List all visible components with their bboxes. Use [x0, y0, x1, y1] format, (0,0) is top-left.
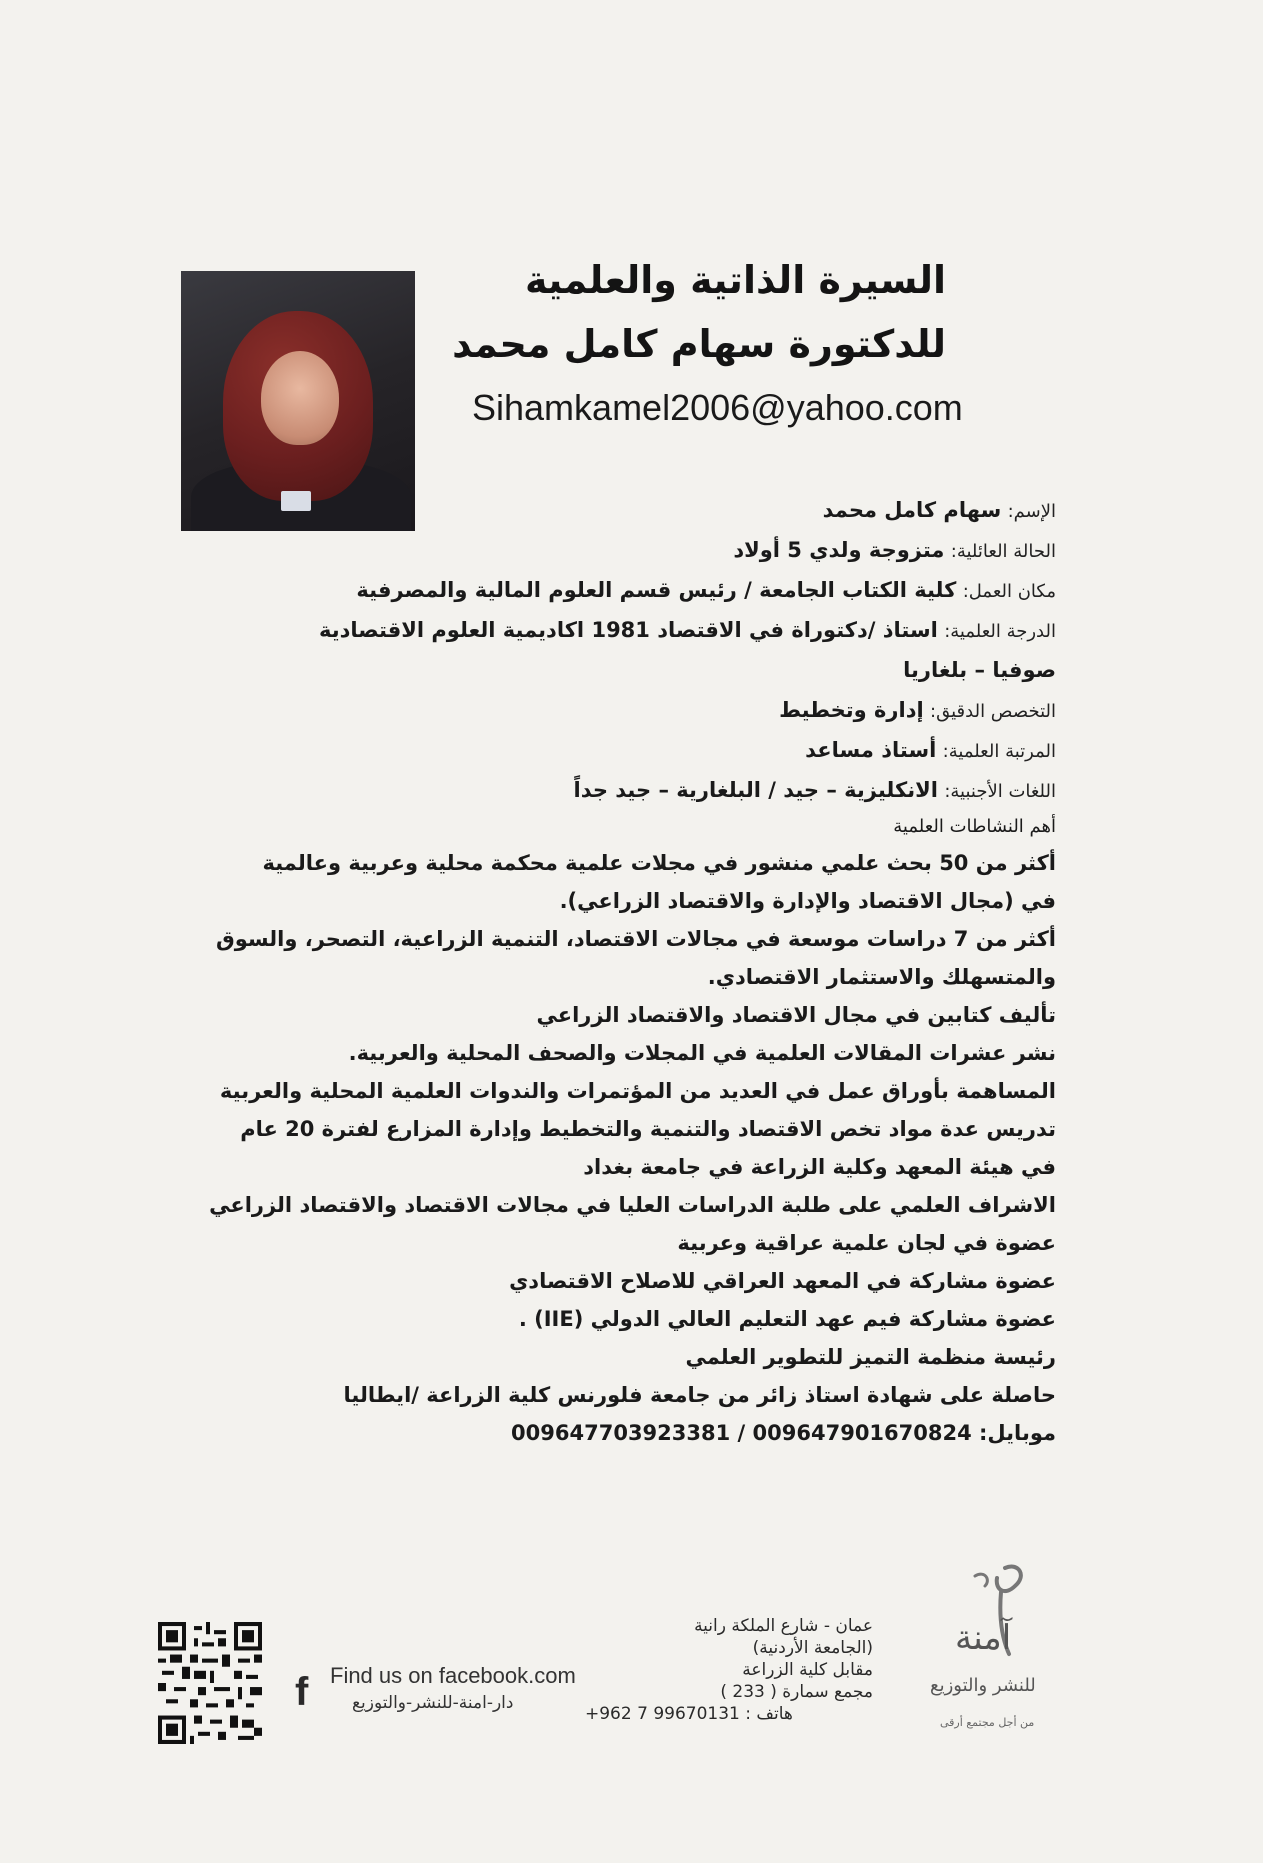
languages-value: الانكليزية – جيد / البلغارية – جيد جداً [573, 778, 938, 802]
languages-row [176, 770, 1056, 810]
publisher-phone: +962 7 99670131 : هاتف [585, 1704, 793, 1724]
work-value: كلية الكتاب الجامعة / رئيس قسم العلوم المالية والمصرفية [356, 578, 957, 602]
work-label: مكان العمل: [962, 581, 1056, 602]
degree-row [176, 610, 1056, 650]
degree-label: الدرجة العلمية: [944, 621, 1056, 642]
specialty-label: التخصص الدقيق: [930, 701, 1056, 722]
address-line: (الجامعة الأردنية) [752, 1638, 873, 1658]
mobile-line: موبايل: 009647901670824 / 009647703923381 [511, 1421, 1056, 1445]
address-line: مجمع سمارة ( 233 ) [720, 1682, 873, 1702]
activity-line: تأليف كتابين في مجال الاقتصاد والاقتصاد الزراعي [536, 1003, 1056, 1027]
cv-subtitle-name: للدكتورة سهام كامل محمد [452, 322, 946, 366]
activity-line: عضوة في لجان علمية عراقية وعربية [677, 1231, 1056, 1255]
marital-row [176, 530, 1056, 570]
degree-row-2 [176, 650, 1056, 690]
specialty-value: إدارة وتخطيط [779, 698, 924, 722]
publisher-tagline: من أجل مجتمع أرقى [940, 1716, 1035, 1729]
email-address: Sihamkamel2006@yahoo.com [472, 387, 963, 428]
address-line: عمان - شارع الملكة رانية [694, 1616, 873, 1636]
rank-label: المرتبة العلمية: [942, 741, 1056, 762]
work-row [176, 570, 1056, 610]
address-line: مقابل كلية الزراعة [742, 1660, 873, 1680]
personal-info [176, 490, 1056, 1452]
publisher-logo-subtitle: للنشر والتوزيع [930, 1675, 1036, 1696]
activity-line: عضوة مشاركة في المعهد العراقي للاصلاح الاقتصادي [509, 1269, 1056, 1293]
activity-line: الاشراف العلمي على طلبة الدراسات العليا في مجالات الاقتصاد والاقتصاد الزراعي [209, 1193, 1056, 1217]
activity-line: والمتسهلك والاستثمار الاقتصادي. [707, 965, 1056, 989]
publisher-address [585, 1615, 873, 1725]
activity-line: أكثر من 50 بحث علمي منشور في مجلات علمية محكمة محلية وعربية وعالمية [262, 851, 1056, 875]
activity-line: نشر عشرات المقالات العلمية في المجلات والصحف المحلية والعربية. [348, 1041, 1056, 1065]
cv-title: السيرة الذاتية والعلمية [524, 258, 946, 302]
activity-line: عضوة مشاركة فيم عهد التعليم العالي الدولي (IIE) . [518, 1307, 1056, 1331]
activity-line: المساهمة بأوراق عمل في العديد من المؤتمرات والندوات العلمية المحلية والعربية [219, 1079, 1056, 1103]
specialty-row [176, 690, 1056, 730]
activity-line: أكثر من 7 دراسات موسعة في مجالات الاقتصاد، التنمية الزراعية، التصحر، والسوق [215, 927, 1056, 951]
degree-value-2: صوفيا – بلغاريا [903, 658, 1056, 682]
activities-heading: أهم النشاطات العلمية [893, 816, 1056, 837]
marital-label: الحالة العائلية: [950, 541, 1056, 562]
publisher-logo-name: آمنة [955, 1618, 1012, 1658]
name-value: سهام كامل محمد [822, 498, 1002, 522]
activity-line: في هيئة المعهد وكلية الزراعة في جامعة بغداد [583, 1155, 1056, 1179]
name-row [176, 490, 1056, 530]
languages-label: اللغات الأجنبية: [944, 781, 1056, 802]
marital-value: متزوجة ولدي 5 أولاد [733, 538, 945, 562]
activity-line: حاصلة على شهادة استاذ زائر من جامعة فلورنس كلية الزراعة /ايطاليا [343, 1383, 1056, 1407]
degree-value: استاذ /دكتوراة في الاقتصاد 1981 اكاديمية العلوم الاقتصادية [318, 618, 938, 642]
qr-code [158, 1622, 262, 1744]
activity-line: رئيسة منظمة التميز للتطوير العلمي [685, 1345, 1056, 1369]
facebook-icon: f [295, 1670, 309, 1714]
facebook-link[interactable]: Find us on facebook.com [330, 1663, 576, 1688]
rank-value: أستاذ مساعد [805, 738, 937, 762]
rank-row [176, 730, 1056, 770]
name-label: الإسم: [1007, 501, 1056, 522]
facebook-page-name: دار-امنة-للنشر-والتوزيع [352, 1693, 514, 1713]
activity-line: في (مجال الاقتصاد والإدارة والاقتصاد الزراعي). [559, 889, 1056, 913]
activity-line: تدريس عدة مواد تخص الاقتصاد والتنمية والتخطيط وإدارة المزارع لفترة 20 عام [240, 1117, 1056, 1141]
